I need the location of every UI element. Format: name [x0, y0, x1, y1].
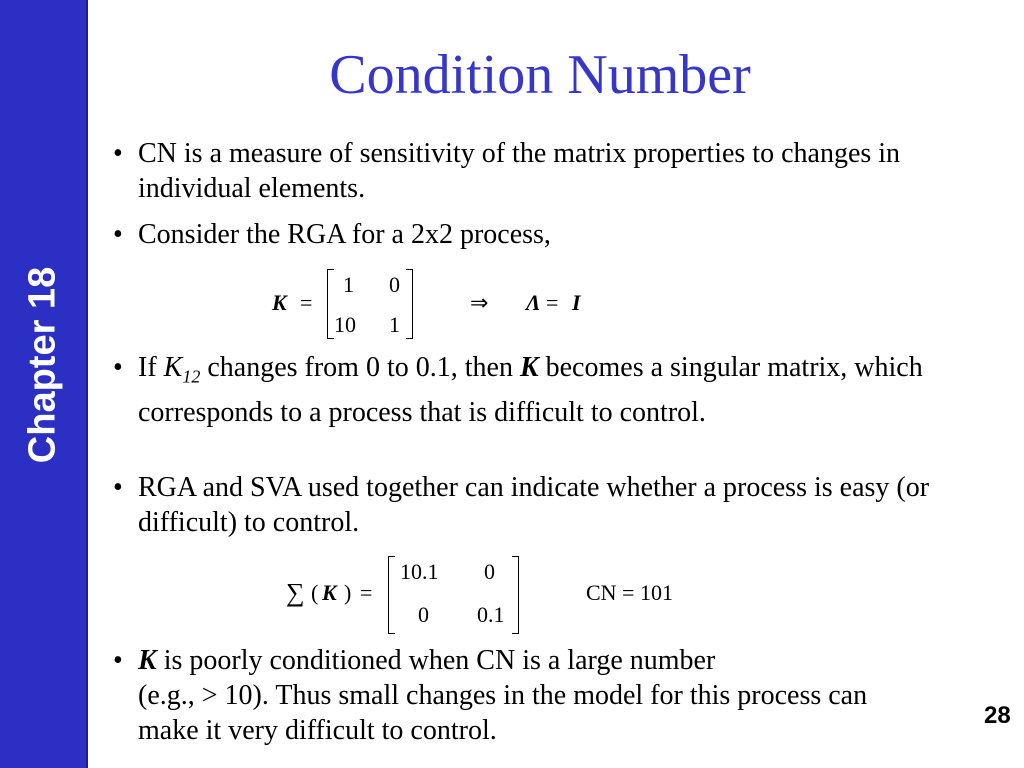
bullet-dot: • — [113, 472, 123, 503]
slide-title: Condition Number — [329, 44, 751, 106]
eq1-equals-2: = — [546, 290, 559, 315]
eq1-left-bracket — [327, 269, 334, 339]
sidebar — [0, 0, 88, 768]
eq1-lambda: Λ — [526, 290, 541, 315]
eq2-m12: 0 — [484, 559, 495, 584]
chapter-label: Chapter 18 — [21, 266, 64, 464]
bullet-dot: • — [113, 219, 123, 250]
bullet-dot: • — [113, 645, 123, 676]
bullet-text: RGA and SVA used together can indicate whether a process is easy (or difficult) to control. — [138, 472, 930, 538]
eq1-right-bracket — [406, 269, 413, 339]
condition-number-value: CN = 101 — [586, 580, 673, 605]
page-number: 28 — [984, 702, 1011, 729]
eq2-arg: K — [322, 580, 337, 605]
eq1-identity: I — [572, 290, 581, 315]
bullet-text: K is poorly conditioned when CN is a large number (e.g., > 10). Thus small changes in the model for this process can make it very difficult to control. — [138, 645, 868, 746]
bullet-text: Consider the RGA for a 2x2 process, — [138, 219, 551, 250]
eq2-open-paren: ( — [311, 580, 319, 605]
eq2-m21: 0 — [418, 602, 429, 627]
bullet-text: If $K_{12}$ changes from 0 to 0.1, then K becomes a singular matrix, which corresponds to a process that is difficult to control. — [138, 352, 923, 428]
eq1-lhs: K — [272, 290, 287, 315]
eq2-left-bracket — [388, 556, 395, 634]
eq2-close-paren: ) — [344, 580, 352, 605]
eq2-equals: = — [360, 580, 373, 605]
bullet-dot: • — [113, 352, 123, 383]
eq2-sigma: ∑ — [286, 578, 305, 607]
eq1-m12: 0 — [389, 272, 400, 297]
eq1-equals: = — [300, 290, 313, 315]
eq1-m21: 10 — [334, 312, 356, 337]
eq2-m11: 10.1 — [400, 559, 439, 584]
implies-symbol: ⇒ — [470, 290, 489, 315]
eq2-m22: 0.1 — [477, 602, 505, 627]
bullet-text: CN is a measure of sensitivity of the matrix properties to changes in individual elements. — [138, 138, 901, 204]
bullet-dot: • — [113, 138, 123, 169]
eq1-m22: 1 — [389, 312, 400, 337]
eq1-m11: 1 — [343, 272, 354, 297]
eq2-right-bracket — [512, 556, 519, 634]
